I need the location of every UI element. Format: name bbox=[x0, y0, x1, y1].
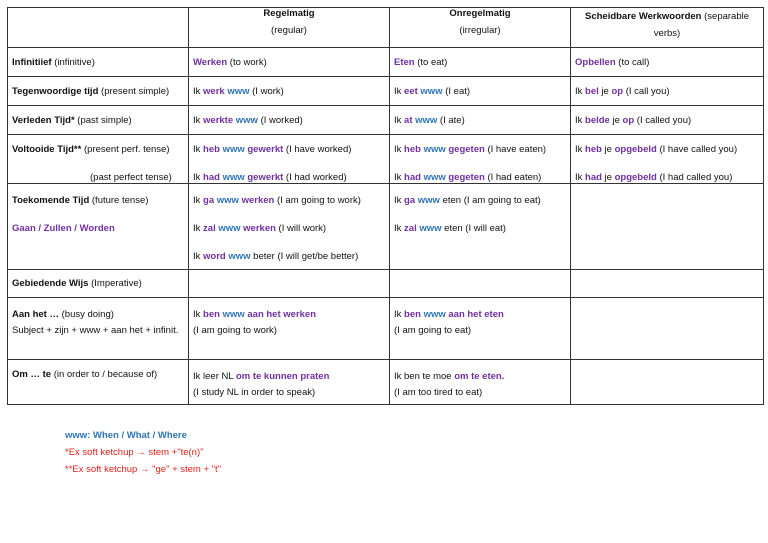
omte-regular: Ik leer NL om te kunnen praten (I study NL in order to speak) bbox=[189, 360, 390, 405]
present-label: Tegenwoordige tijd (present simple) bbox=[8, 77, 189, 106]
imperative-irregular bbox=[390, 270, 571, 298]
row-infinitive bbox=[8, 48, 764, 77]
legend-perfect-rule: **Ex soft ketchup → "ge" + stem + "t" bbox=[65, 464, 222, 475]
future-label: Toekomende Tijd (future tense) Gaan / Zullen / Worden bbox=[8, 184, 189, 270]
row-imperative bbox=[8, 270, 764, 298]
perfect-separable: Ik heb je opgebeld (I have called you) Ik had je opgebeld (I had called you) bbox=[571, 135, 764, 184]
imperative-separable bbox=[571, 270, 764, 298]
header-regular bbox=[189, 8, 390, 48]
perfect-regular: Ik heb www gewerkt (I have worked) Ik had www gewerkt (I had worked) bbox=[189, 135, 390, 184]
infinitive-irregular: Eten (to eat) bbox=[390, 48, 571, 77]
row-perfect bbox=[8, 135, 764, 184]
omte-label: Om … te (in order to / because of) bbox=[8, 360, 189, 405]
present-irregular: Ik eet www (I eat) bbox=[390, 77, 571, 106]
separable-title: Scheidbare Werkwoorden bbox=[584, 11, 702, 22]
row-present bbox=[8, 77, 764, 106]
perfect-irregular: Ik heb www gegeten (I have eaten) Ik had www gegeten (I had eaten) bbox=[390, 135, 571, 184]
future-regular: Ik ga www werken (I am going to work) Ik zal www werken (I will work) Ik word www beter (I will get/be better) bbox=[189, 184, 390, 270]
header-row bbox=[8, 8, 764, 48]
aanhet-irregular: Ik ben www aan het eten (I am going to eat) bbox=[390, 298, 571, 360]
infinitive-separable: Opbellen (to call) bbox=[571, 48, 764, 77]
legend bbox=[65, 427, 221, 478]
legend-www: www: When / What / Where bbox=[65, 430, 187, 441]
past-irregular: Ik at www (I ate) bbox=[390, 106, 571, 135]
row-om-te bbox=[8, 360, 764, 405]
present-regular: Ik werk www (I work) bbox=[189, 77, 390, 106]
imperative-regular bbox=[189, 270, 390, 298]
row-past bbox=[8, 106, 764, 135]
omte-separable bbox=[571, 360, 764, 405]
aanhet-separable bbox=[571, 298, 764, 360]
regular-subtitle: (regular) bbox=[271, 25, 307, 36]
past-regular: Ik werkte www (I worked) bbox=[189, 106, 390, 135]
header-irregular bbox=[390, 8, 571, 48]
infinitive-label: Infinitiief (infinitive) bbox=[8, 48, 189, 77]
verb-conjugation-table bbox=[7, 7, 764, 405]
separable-subtitle: (separable verbs) bbox=[653, 11, 750, 39]
imperative-label: Gebiedende Wijs (Imperative) bbox=[8, 270, 189, 298]
aanhet-regular: Ik ben www aan het werken (I am going to work) bbox=[189, 298, 390, 360]
legend-past-rule: *Ex soft ketchup → stem +"te(n)" bbox=[65, 447, 204, 458]
irregular-subtitle: (irregular) bbox=[459, 25, 501, 36]
header-empty-cell bbox=[8, 8, 189, 48]
header-separable bbox=[571, 8, 764, 48]
infinitive-regular: Werken (to work) bbox=[189, 48, 390, 77]
past-separable: Ik belde je op (I called you) bbox=[571, 106, 764, 135]
row-aan-het bbox=[8, 298, 764, 360]
past-label: Verleden Tijd* (past simple) bbox=[8, 106, 189, 135]
future-irregular: Ik ga www eten (I am going to eat) Ik zal www eten (I will eat) bbox=[390, 184, 571, 270]
future-separable bbox=[571, 184, 764, 270]
present-separable: Ik bel je op (I call you) bbox=[571, 77, 764, 106]
row-future bbox=[8, 184, 764, 270]
aanhet-label: Aan het … (busy doing) Subject + zijn + www + aan het + infinit. bbox=[8, 298, 189, 360]
omte-irregular: Ik ben te moe om te eten. (I am too tired to eat) bbox=[390, 360, 571, 405]
regular-title: Regelmatig bbox=[263, 8, 315, 19]
perfect-label: Voltooide Tijd** (present perf. tense) (past perfect tense) bbox=[8, 135, 189, 184]
irregular-title: Onregelmatig bbox=[449, 8, 511, 19]
